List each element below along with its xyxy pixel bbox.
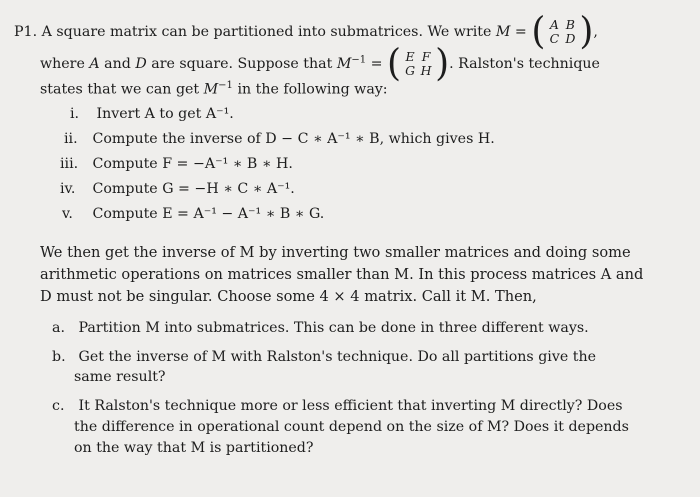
question-label: a. — [52, 320, 65, 336]
step-item — [60, 181, 295, 197]
question-item — [52, 398, 623, 414]
matrix-M — [531, 9, 594, 53]
problem-intro-text: A square matrix can be partitioned into submatrices. We write — [41, 24, 492, 40]
left-paren: ( — [387, 41, 402, 85]
matrix-M-inverse — [387, 41, 450, 85]
matrix-M-entries — [546, 18, 578, 46]
step-text: Invert A to get A⁻¹. — [96, 106, 234, 122]
line-2-text: are square. Suppose that — [151, 56, 333, 72]
equals-sign: = — [514, 24, 527, 40]
step-label: v. — [62, 206, 73, 222]
paragraph-line: arithmetic operations on matrices smaller than M. In this process matrices A and — [40, 266, 644, 283]
question-text-cont: on the way that M is partitioned? — [74, 440, 314, 456]
inverse-exponent: −1 — [218, 80, 233, 91]
step-text: Compute G = −H ∗ C ∗ A⁻¹. — [92, 181, 295, 197]
matrix-entry: G — [405, 63, 416, 78]
inverse-exponent: −1 — [351, 54, 367, 66]
paragraph-line: We then get the inverse of M by inverting two smaller matrices and doing some — [40, 244, 631, 261]
problem-number: P1. — [14, 24, 38, 40]
matrix-entry: E — [405, 49, 415, 64]
step-item — [70, 106, 234, 122]
question-text-cont: same result? — [74, 369, 166, 385]
line-2-end: . Ralston's technique — [449, 56, 600, 72]
question-text: It Ralston's technique more or less efficient that inverting M directly? Does — [78, 398, 623, 414]
line-3-text: states that we can get — [40, 81, 200, 98]
step-label: iv. — [60, 181, 76, 197]
matrix-entry: A — [549, 17, 559, 32]
right-paren: ) — [435, 41, 450, 85]
matrix-entry: C — [549, 31, 560, 46]
step-item — [64, 131, 495, 147]
problem-line-3 — [40, 80, 388, 98]
question-label: c. — [52, 398, 65, 414]
step-text: Compute F = −A⁻¹ ∗ B ∗ H. — [92, 156, 293, 172]
line-2-where: where — [40, 56, 85, 72]
step-item — [62, 206, 324, 222]
step-item — [60, 156, 293, 172]
var-M-inverse: M — [336, 56, 352, 72]
problem-line-2 — [40, 41, 600, 85]
step-text: Compute the inverse of D − C ∗ A⁻¹ ∗ B, which gives H. — [92, 131, 495, 147]
question-text: Get the inverse of M with Ralston's technique. Do all partitions give the — [78, 349, 596, 365]
step-label: i. — [70, 106, 80, 122]
line-3-text-end: in the following way: — [237, 81, 388, 98]
var-M: M — [495, 24, 511, 40]
var-M: M — [203, 81, 219, 98]
right-paren: ) — [579, 9, 594, 53]
var-A: A — [89, 56, 100, 72]
matrix-entry: H — [420, 63, 432, 78]
step-text: Compute E = A⁻¹ − A⁻¹ ∗ B ∗ G. — [92, 206, 325, 222]
left-paren: ( — [531, 9, 546, 53]
step-label: iii. — [60, 156, 79, 172]
matrix-M-inverse-entries — [402, 50, 434, 78]
problem-line-1 — [14, 9, 598, 53]
question-text-cont: the difference in operational count depend on the size of M? Does it depends — [74, 419, 629, 435]
matrix-entry: B — [565, 17, 575, 32]
question-text: Partition M into submatrices. This can be done in three different ways. — [78, 320, 589, 336]
paragraph-line: D must not be singular. Choose some 4 × 4 matrix. Call it M. Then, — [40, 288, 537, 305]
line-1-comma: , — [593, 24, 598, 40]
question-item — [52, 349, 596, 365]
question-label: b. — [52, 349, 66, 365]
line-2-and: and — [104, 56, 131, 72]
step-label: ii. — [64, 131, 78, 147]
question-item — [52, 320, 589, 336]
var-D: D — [135, 56, 147, 72]
matrix-entry: D — [565, 31, 576, 46]
matrix-entry: F — [421, 49, 431, 64]
equals-sign: = — [370, 56, 383, 72]
